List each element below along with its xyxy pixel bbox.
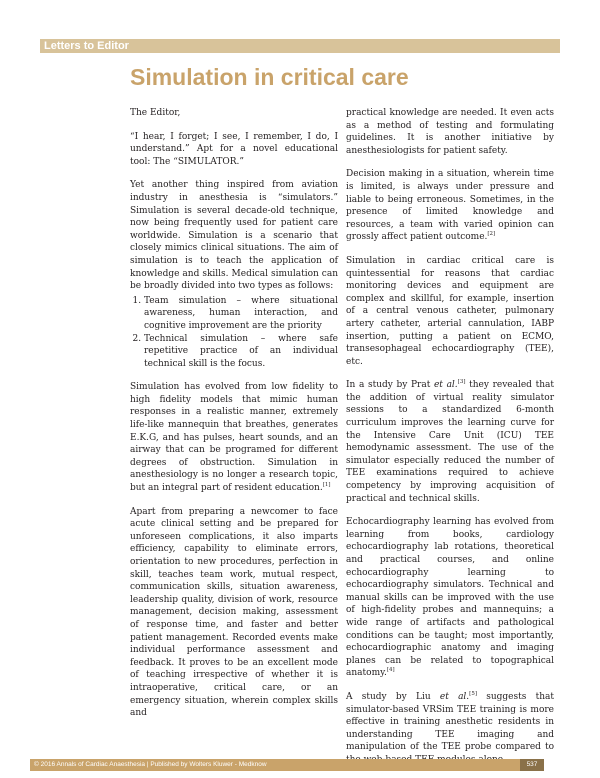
simulation-types-list xyxy=(130,295,338,371)
paragraph: Simulation in cardiac critical care is quintessential for reasons that cardiac monitoring devices and equipment are complex and skillful, for example, insertion of a central venous catheter, pulmonary artery catheter, arterial cannulation, IABP insertion, putting a patient on ECMO, transesophageal echocardiography (TEE), etc. xyxy=(346,255,554,367)
opening-quote: “I hear, I forget; I see, I remember, I do, I understand.” Apt for a novel educational tool: The “SIMULATOR.” xyxy=(130,131,338,167)
paragraph xyxy=(346,379,554,505)
citation[interactable]: [3] xyxy=(457,379,466,386)
paragraph xyxy=(130,381,338,494)
citation[interactable]: [2] xyxy=(487,231,496,238)
article-title: Simulation in critical care xyxy=(130,64,409,90)
paragraph xyxy=(346,516,554,680)
list-item: 1. Team simulation – where situational awareness, human interaction, and cognitive improvement are the priority xyxy=(144,295,338,333)
citation[interactable]: [1] xyxy=(322,482,331,489)
salutation: The Editor, xyxy=(130,108,181,118)
paragraph xyxy=(346,691,554,767)
et-al: et al. xyxy=(439,691,470,702)
page-number-box xyxy=(520,759,544,771)
right-column xyxy=(346,107,554,778)
citation[interactable]: [5] xyxy=(469,690,477,697)
paragraph-text: A study by Liu xyxy=(346,691,440,702)
footer-copyright: © 2016 Annals of Cardiac Anaesthesia | Published by Wolters Kluwer - Medknow xyxy=(34,761,267,768)
paragraph xyxy=(346,168,554,244)
paragraph-text: Simulation has evolved from low fidelity to high fidelity models that mimic human responses in a realistic manner, extremely life-like mannequin that breathes, generates E.K.G, and has pulses, heart sounds, and an airway that can be programed for different degrees of obstruction. Simulation in anesthesiology is no longer a research topic, but an integral part of resident education. xyxy=(130,382,338,494)
paragraph-text: Echocardiography learning has evolved from learning from books, cardiology echocardiography lab rotations, theoretical and practical courses, and online echocardiography learning to echocardiography simulators. Technical and manual skills can be improved with the use of high-fidelity probes and mannequins; a wide range of artifacts and pathological conditions can be taught; most importantly, echocardiographic anatomy and imaging planes can be related to topographical anatomy. xyxy=(346,517,554,679)
paragraph-text: In a study by Prat xyxy=(346,380,434,391)
paragraph: Yet another thing inspired from aviation industry in anesthesia is “simulators.” Simulation is several decade-old technique, now being frequently used for patient care worldwide. Simulation is a scenario that closely mimics clinical situations. The aim of simulation is to teach the application of knowledge and skills. Medical simulation can be broadly divided into two types as follows: xyxy=(130,180,338,292)
paragraph: practical knowledge are needed. It even acts as a method of testing and formulating guidelines. It is another initiative by anesthesiologists for patient safety. xyxy=(346,108,554,156)
et-al: et al. xyxy=(433,380,458,391)
paragraph: Apart from preparing a newcomer to face acute clinical setting and be prepared for unforeseen complications, it also imparts efficiency, capability to eliminate errors, orientation to new procedures, perfection in skill, teaches team work, mutual respect, communication skills, situation awareness, leadership quality, division of work, resource management, decision making, assessment of response time, and faster and better patient management. Recorded events make individual performance assessment and feedback. It proves to be an excellent mode of teaching irrespective of whether it is intraoperative, critical care, or an emergency situation, wherein complex skills and xyxy=(130,506,338,719)
paragraph-text: suggests that simulator-based VRSim TEE training is more effective in training anesthetic residents in understanding TEE imaging and manipulation of the TEE probe compared to xyxy=(346,691,554,753)
left-column xyxy=(130,107,338,731)
footer xyxy=(0,759,600,771)
citation[interactable]: [4] xyxy=(386,667,395,674)
section-label: Letters to Editor xyxy=(44,40,129,52)
paragraph-text: Decision making in a situation, wherein time is limited, is always under pressure and liable to being erroneous. Sometimes, in the presence of limited knowledge and resources, a team with varied opinion can grossly affect patient outcome. xyxy=(346,169,554,243)
paragraph-text: they revealed that the addition of virtual reality simulator sessions to a standardized 6-month curriculum improves the learning curve for the Intensive Care Unit (ICU) TEE hemodynamic assessment. The use of the simulator especially reduced the number of TEE examinations required to achieve competency by improving acquisition of practical and technical skills. xyxy=(346,380,554,504)
list-item: 2. Technical simulation – where safe repetitive practice of an individual technical skill is the focus. xyxy=(144,333,338,371)
page-number: 537 xyxy=(526,761,538,768)
